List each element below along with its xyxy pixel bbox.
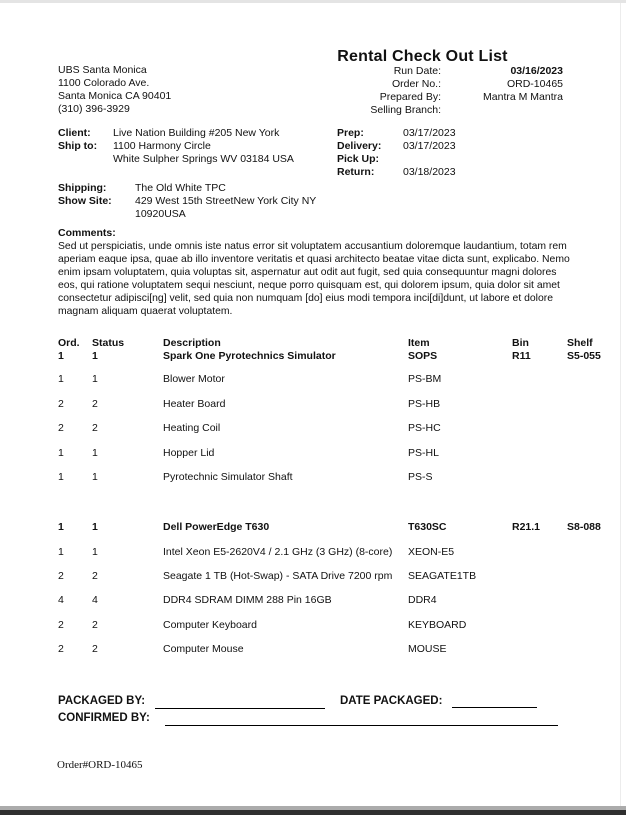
col-header-item: Item xyxy=(408,337,430,349)
meta-row-selling-branch xyxy=(281,104,563,117)
cell-ord: 1 xyxy=(58,350,64,362)
table-header-row xyxy=(58,337,619,350)
cell-ord: 2 xyxy=(58,398,64,410)
run-date-label: Run Date: xyxy=(393,65,441,77)
cell-item: PS-HL xyxy=(408,447,439,459)
cell-ord: 1 xyxy=(58,447,64,459)
cell-status: 1 xyxy=(92,546,98,558)
cell-description: Hopper Lid xyxy=(163,447,215,459)
meta-row-prepared-by xyxy=(281,91,563,104)
shipping-block xyxy=(58,182,316,221)
client-row xyxy=(58,127,294,140)
shipping-row xyxy=(58,182,316,195)
ship-to-line1: 1100 Harmony Circle xyxy=(113,140,211,152)
cell-description: Blower Motor xyxy=(163,373,225,385)
delivery-value: 03/17/2023 xyxy=(403,140,456,152)
ship-to-line2: White Sulpher Springs WV 03184 USA xyxy=(113,153,294,165)
cell-status: 1 xyxy=(92,521,98,533)
table-row xyxy=(58,594,619,607)
company-address-block xyxy=(58,64,171,116)
cell-item: XEON-E5 xyxy=(408,546,455,558)
cell-shelf xyxy=(567,373,619,386)
shipping-label: Shipping: xyxy=(58,182,107,194)
client-label: Client: xyxy=(58,127,91,139)
pick-up-label: Pick Up: xyxy=(337,153,380,165)
company-phone: (310) 396-3929 xyxy=(58,103,130,115)
cell-item: KEYBOARD xyxy=(408,619,467,631)
col-header-description: Description xyxy=(163,337,221,349)
cell-bin: R11 xyxy=(512,350,531,362)
client-block xyxy=(58,127,294,166)
cell-status: 1 xyxy=(92,350,98,362)
cell-bin xyxy=(512,643,567,656)
table-row xyxy=(58,643,619,656)
cell-description: Pyrotechnic Simulator Shaft xyxy=(163,471,293,483)
order-meta-block xyxy=(281,65,563,117)
cell-item: SOPS xyxy=(408,350,438,362)
order-no-value: ORD-10465 xyxy=(506,78,563,90)
show-site-row xyxy=(58,195,316,208)
cell-description: Heating Coil xyxy=(163,422,221,434)
cell-bin xyxy=(512,546,567,559)
packaged-by-label: PACKAGED BY: xyxy=(58,695,146,707)
comments-label: Comments: xyxy=(58,227,116,239)
cell-status: 1 xyxy=(92,471,98,483)
confirmed-by-label: CONFIRMED BY: xyxy=(58,712,150,724)
cell-description: Computer Keyboard xyxy=(163,619,257,631)
cell-shelf xyxy=(567,570,619,583)
cell-shelf xyxy=(567,471,619,484)
cell-item: SEAGATE1TB xyxy=(408,570,477,582)
return-label: Return: xyxy=(337,166,375,178)
cell-shelf xyxy=(567,447,619,460)
cell-ord: 2 xyxy=(58,619,64,631)
cell-bin xyxy=(512,373,567,386)
cell-item: PS-S xyxy=(408,471,433,483)
cell-bin xyxy=(512,594,567,607)
run-date-value: 03/16/2023 xyxy=(510,65,563,77)
cell-ord: 1 xyxy=(58,521,64,533)
order-no-label: Order No.: xyxy=(391,78,441,90)
cell-item: DDR4 xyxy=(408,594,437,606)
table-row xyxy=(58,471,619,484)
company-address-line1: 1100 Colorado Ave. xyxy=(58,77,150,89)
cell-bin xyxy=(512,471,567,484)
cell-description: Seagate 1 TB (Hot-Swap) - SATA Drive 7200 rpm xyxy=(163,570,393,582)
cell-item: T630SC xyxy=(408,521,447,533)
table-row xyxy=(58,398,619,411)
cell-bin xyxy=(512,619,567,632)
cell-shelf xyxy=(567,398,619,411)
prepared-by-label: Prepared By: xyxy=(379,91,441,103)
shipping-value: The Old White TPC xyxy=(135,182,226,194)
company-name: UBS Santa Monica xyxy=(58,64,147,76)
date-packaged-line xyxy=(452,707,537,708)
return-row xyxy=(337,166,456,179)
col-header-shelf: Shelf xyxy=(567,337,593,349)
table-group-row xyxy=(58,521,619,534)
cell-status: 2 xyxy=(92,398,98,410)
cell-status: 2 xyxy=(92,570,98,582)
prepared-by-value: Mantra M Mantra xyxy=(483,91,563,103)
table-row xyxy=(58,619,619,632)
cell-item: PS-BM xyxy=(408,373,442,385)
page-right-edge xyxy=(620,3,621,806)
show-site-line2: 10920USA xyxy=(135,208,186,220)
cell-status: 2 xyxy=(92,619,98,631)
page-title: Rental Check Out List xyxy=(337,48,508,65)
viewer-bottom-edge-dark xyxy=(0,810,626,815)
cell-shelf xyxy=(567,643,619,656)
cell-shelf xyxy=(567,619,619,632)
cell-ord: 4 xyxy=(58,594,64,606)
company-address-line2: Santa Monica CA 90401 xyxy=(58,90,172,102)
table-row xyxy=(58,570,619,583)
meta-row-order-no xyxy=(281,78,563,91)
cell-ord: 1 xyxy=(58,471,64,483)
comments-text: Sed ut perspiciatis, unde omnis iste natus error sit voluptatem accusantium doloremque laudantium, totam rem aperiam eaque ipsa, quae ab illo inventore veritatis et quasi architecto beatae vitae dicta sunt, explicabo. Nemo enim ipsam voluptatem, quia voluptas sit, aspernatur aut odit aut fugit, sed quia consequuntur magni dolores eos, qui ratione voluptatem sequi nesciunt, neque porro quisquam est, qui dolorem ipsum, quia dolor sit amet consectetur adipisci[ng] velit, sed quia non numquam [do] eius modi tempora inci[di]dunt, ut labore et dolore magnam aliquam quaerat voluptatem. xyxy=(58,241,570,317)
cell-ord: 1 xyxy=(58,373,64,385)
ship-to-label: Ship to: xyxy=(58,140,98,152)
col-header-ord: Ord. xyxy=(58,337,80,349)
cell-description: Intel Xeon E5-2620V4 / 2.1 GHz (3 GHz) (8-core) xyxy=(163,546,393,558)
cell-bin xyxy=(512,398,567,411)
table-group-row xyxy=(58,350,619,363)
cell-item: MOUSE xyxy=(408,643,447,655)
cell-shelf xyxy=(567,594,619,607)
confirmed-by-signature-line xyxy=(165,725,558,726)
col-header-bin: Bin xyxy=(512,337,529,349)
prep-value: 03/17/2023 xyxy=(403,127,456,139)
cell-status: 2 xyxy=(92,422,98,434)
cell-description: Spark One Pyrotechnics Simulator xyxy=(163,350,336,362)
cell-description: Heater Board xyxy=(163,398,226,410)
cell-description: Dell PowerEdge T630 xyxy=(163,521,270,533)
cell-shelf: S5-055 xyxy=(567,350,601,362)
packaged-by-signature-line xyxy=(155,708,325,709)
table-row xyxy=(58,373,619,386)
show-site-label: Show Site: xyxy=(58,195,112,207)
col-header-status: Status xyxy=(92,337,125,349)
cell-bin xyxy=(512,422,567,435)
cell-status: 4 xyxy=(92,594,98,606)
cell-item: PS-HB xyxy=(408,398,441,410)
cell-item: PS-HC xyxy=(408,422,441,434)
cell-description: DDR4 SDRAM DIMM 288 Pin 16GB xyxy=(163,594,332,606)
selling-branch-value xyxy=(441,104,563,117)
cell-status: 1 xyxy=(92,373,98,385)
cell-bin xyxy=(512,570,567,583)
cell-status: 2 xyxy=(92,643,98,655)
meta-row-run-date xyxy=(281,65,563,78)
cell-shelf: S8-088 xyxy=(567,521,601,533)
client-value: Live Nation Building #205 New York xyxy=(113,127,280,139)
cell-ord: 2 xyxy=(58,570,64,582)
prep-row xyxy=(337,127,456,140)
order-reference-footer: Order#ORD-10465 xyxy=(57,759,143,771)
schedule-block xyxy=(337,127,456,179)
cell-ord: 1 xyxy=(58,546,64,558)
viewer-top-edge xyxy=(0,0,626,3)
delivery-row xyxy=(337,140,456,153)
cell-ord: 2 xyxy=(58,422,64,434)
delivery-label: Delivery: xyxy=(337,140,382,152)
cell-status: 1 xyxy=(92,447,98,459)
cell-bin: R21.1 xyxy=(512,521,541,533)
prep-label: Prep: xyxy=(337,127,364,139)
date-packaged-label: DATE PACKAGED: xyxy=(340,695,443,707)
return-value: 03/18/2023 xyxy=(403,166,456,178)
table-row xyxy=(58,546,619,559)
cell-shelf xyxy=(567,546,619,559)
show-site-line1: 429 West 15th StreetNew York City NY xyxy=(135,195,317,207)
cell-description: Computer Mouse xyxy=(163,643,244,655)
selling-branch-label: Selling Branch: xyxy=(370,104,441,116)
cell-shelf xyxy=(567,422,619,435)
table-row xyxy=(58,447,619,460)
cell-ord: 2 xyxy=(58,643,64,655)
pick-up-row xyxy=(337,153,456,166)
cell-bin xyxy=(512,447,567,460)
table-row xyxy=(58,422,619,435)
ship-to-row xyxy=(58,140,294,153)
